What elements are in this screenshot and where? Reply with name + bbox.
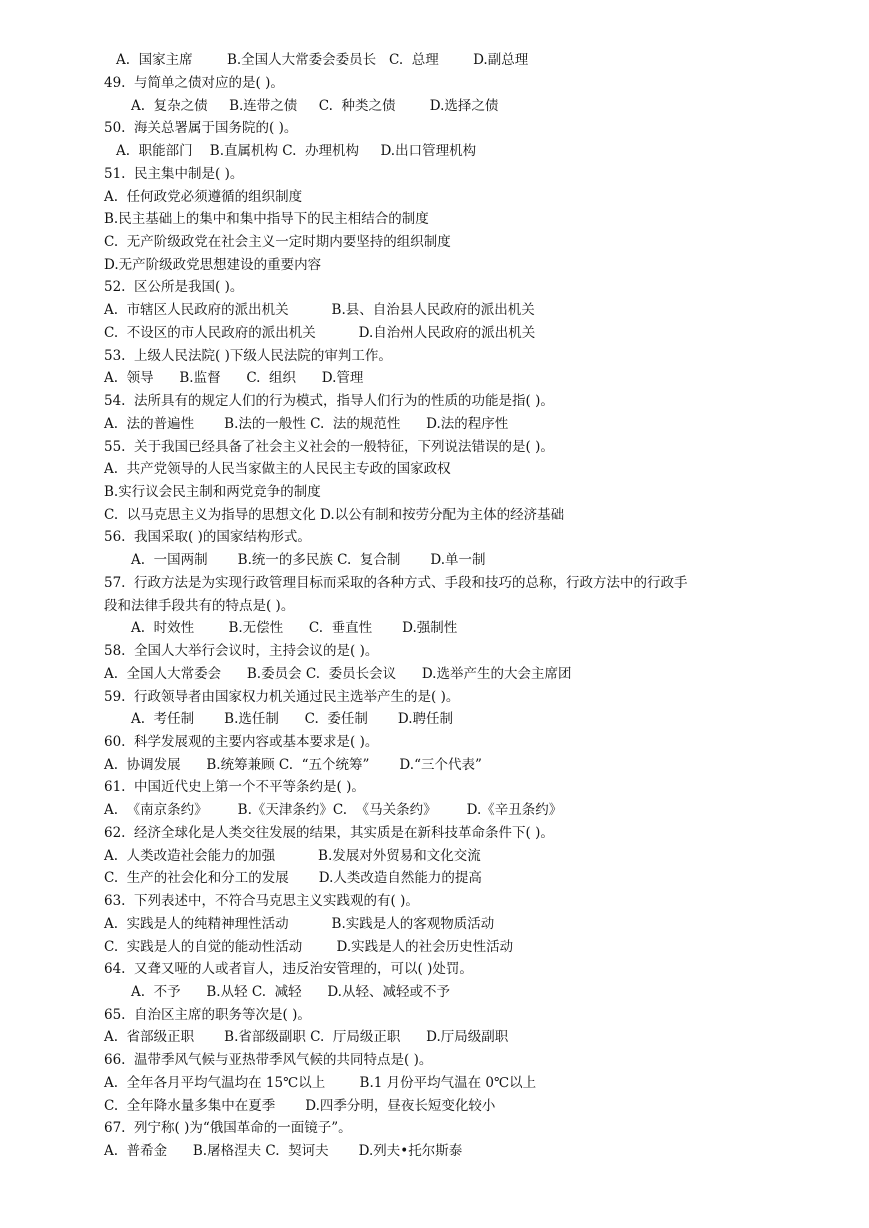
q57-question-line2: 段和法律手段共有的特点是( )。: [104, 598, 295, 614]
q55-options-cd: C. 以马克思主义为指导的思想文化 D.以公有制和按劳分配为主体的经济基础: [104, 507, 565, 523]
q66-options-ab: A. 全年各月平均气温均在 15℃以上 B.1 月份平均气温在 0℃以上: [104, 1075, 537, 1091]
q51-question: 51. 民主集中制是( )。: [104, 166, 244, 182]
q62-options-cd: C. 生产的社会化和分工的发展 D.人类改造自然能力的提高: [104, 870, 482, 886]
q55-option-a: A. 共产党领导的人民当家做主的人民民主专政的国家政权: [104, 461, 451, 477]
q51-option-a: A. 任何政党必须遵循的组织制度: [104, 189, 303, 205]
q53-options: A. 领导 B.监督 C. 组织 D.管理: [104, 370, 364, 386]
q63-options-cd: C. 实践是人的自觉的能动性活动 D.实践是人的社会历史性活动: [104, 939, 514, 955]
q66-options-cd: C. 全年降水量多集中在夏季 D.四季分明，昼夜长短变化较小: [104, 1098, 496, 1114]
q60-question: 60. 科学发展观的主要内容或基本要求是( )。: [104, 734, 379, 750]
q52-question: 52. 区公所是我国( )。: [104, 279, 244, 295]
q65-options: A. 省部级正职 B.省部级副职 C. 厅局级正职 D.厅局级副职: [104, 1029, 509, 1045]
q62-options-ab: A. 人类改造社会能力的加强 B.发展对外贸易和文化交流: [104, 848, 481, 864]
q53-question: 53. 上级人民法院( )下级人民法院的审判工作。: [104, 348, 392, 364]
q49-options: A. 复杂之债 B.连带之债 C. 种类之债 D.选择之债: [131, 98, 499, 114]
q67-options: A. 普希金 B.屠格涅夫 C. 契诃夫 D.列夫•托尔斯泰: [104, 1143, 463, 1159]
q58-options: A. 全国人大常委会 B.委员会 C. 委员长会议 D.选举产生的大会主席团: [104, 666, 572, 682]
q57-options: A. 时效性 B.无偿性 C. 垂直性 D.强制性: [131, 620, 458, 636]
q52-options-ab: A. 市辖区人民政府的派出机关 B.县、自治县人民政府的派出机关: [104, 302, 535, 318]
q54-question: 54. 法所具有的规定人们的行为模式，指导人们行为的性质的功能是指( )。: [104, 393, 554, 409]
q59-options: A. 考任制 B.选任制 C. 委任制 D.聘任制: [131, 711, 454, 727]
q59-question: 59. 行政领导者由国家权力机关通过民主选举产生的是( )。: [104, 689, 460, 705]
q55-option-b: B.实行议会民主制和两党竞争的制度: [104, 484, 321, 500]
q52-options-cd: C. 不设区的市人民政府的派出机关 D.自治州人民政府的派出机关: [104, 325, 536, 341]
q51-option-b: B.民主基础上的集中和集中指导下的民主相结合的制度: [104, 211, 429, 227]
q63-question: 63. 下列表述中，不符合马克思主义实践观的有( )。: [104, 893, 419, 909]
q64-question: 64. 又聋又哑的人或者盲人，违反治安管理的，可以( )处罚。: [104, 961, 473, 977]
q56-options: A. 一国两制 B.统一的多民族 C. 复合制 D.单一制: [131, 552, 486, 568]
q50-question: 50. 海关总署属于国务院的( )。: [104, 120, 298, 136]
q56-question: 56. 我国采取( )的国家结构形式。: [104, 529, 311, 545]
q51-option-c: C. 无产阶级政党在社会主义一定时期内要坚持的组织制度: [104, 234, 451, 250]
q66-question: 66. 温带季风气候与亚热带季风气候的共同特点是( )。: [104, 1052, 433, 1068]
q61-question: 61. 中国近代史上第一个不平等条约是( )。: [104, 779, 365, 795]
q58-question: 58. 全国人大举行会议时，主持会议的是( )。: [104, 643, 379, 659]
q55-question: 55. 关于我国已经具备了社会主义社会的一般特征，下列说法错误的是( )。: [104, 439, 554, 455]
q62-question: 62. 经济全球化是人类交往发展的结果，其实质是在新科技革命条件下( )。: [104, 825, 554, 841]
q51-option-d: D.无产阶级政党思想建设的重要内容: [104, 257, 322, 273]
q63-options-ab: A. 实践是人的纯精神理性活动 B.实践是人的客观物质活动: [104, 916, 495, 932]
q57-question-line1: 57. 行政方法是为实现行政管理目标而采取的各种方式、手段和技巧的总称，行政方法中的行政手: [104, 575, 688, 591]
q67-question: 67. 列宁称( )为“俄国革命的一面镜子”。: [104, 1120, 352, 1136]
q65-question: 65. 自治区主席的职务等次是( )。: [104, 1007, 311, 1023]
q54-options: A. 法的普遍性 B.法的一般性 C. 法的规范性 D.法的程序性: [104, 416, 509, 432]
q50-options: A. 职能部门 B.直属机构 C. 办理机构 D.出口管理机构: [116, 143, 477, 159]
q48-options: A. 国家主席 B.全国人大常委会委员长 C. 总理 D.副总理: [116, 52, 529, 68]
q49-question: 49. 与简单之债对应的是( )。: [104, 75, 284, 91]
q64-options: A. 不予 B.从轻 C. 减轻 D.从轻、减轻或不予: [131, 984, 450, 1000]
q60-options: A. 协调发展 B.统筹兼顾 C. “五个统筹” D.“三个代表”: [104, 757, 482, 773]
q61-options: A. 《南京条约》 B.《天津条约》C. 《马关条约》 D.《辛丑条约》: [104, 802, 563, 818]
